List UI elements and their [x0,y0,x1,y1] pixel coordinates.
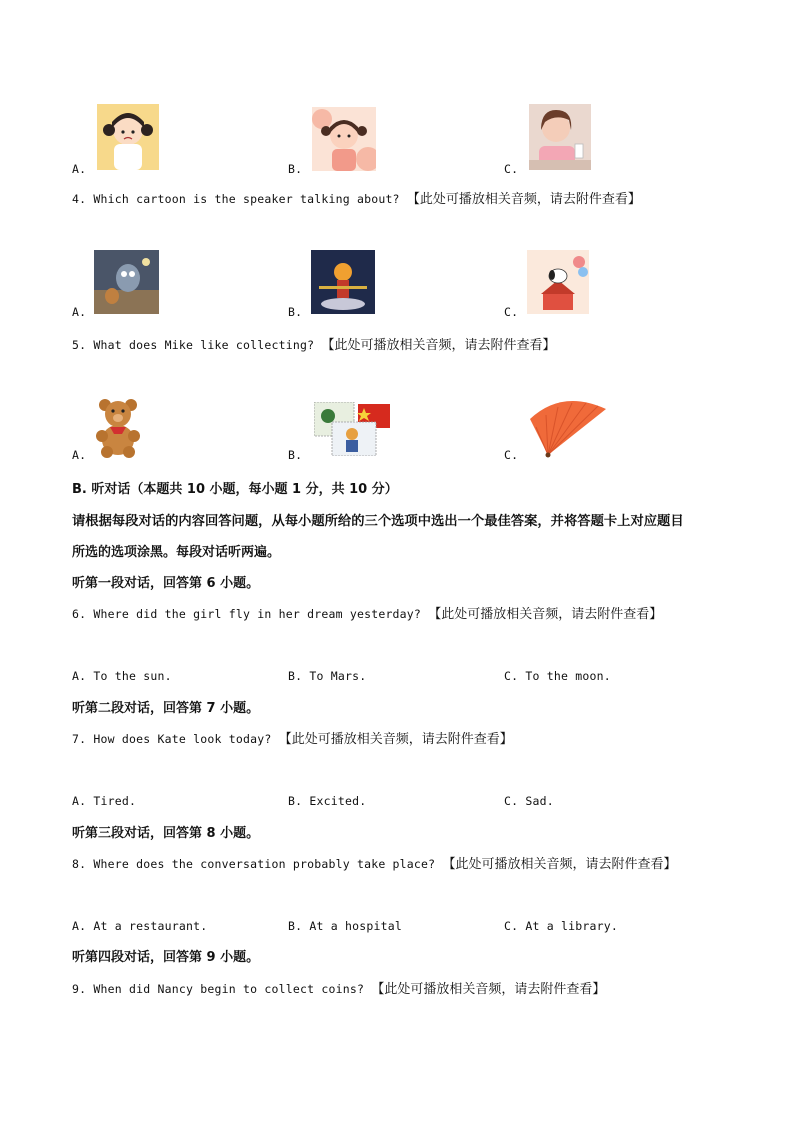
q8-option-b[interactable]: B. At a hospital [288,919,402,933]
q5-option-c-label[interactable]: C. [504,448,519,462]
q3-option-a-label[interactable]: A. [72,162,87,176]
q8-question-text: 8. Where does the conversation probably take place? [72,857,436,871]
q9-question [72,978,605,997]
q4-image-a-cat-and-mouse-cartoon [94,250,159,314]
q5-question-text: 5. What does Mike like collecting? [72,338,315,352]
q9-question-text: 9. When did Nancy begin to collect coins? [72,982,365,996]
q5-option-a-label[interactable]: A. [72,448,87,462]
q4-option-a-label[interactable]: A. [72,305,87,319]
q5-audio-note: 【此处可播放相关音频，请去附件查看】 [321,338,556,353]
q8-question [72,853,677,872]
q4-image-c-snoopy-cartoon [527,250,589,314]
q4-audio-note: 【此处可播放相关音频，请去附件查看】 [406,192,641,207]
q6-question [72,603,662,622]
section-b-heading: B. 听对话（本题共 10 小题，每小题 1 分，共 10 分） [72,482,398,497]
dialogue-3-heading: 听第三段对话，回答第 8 小题。 [72,826,260,841]
dialogue-1-heading: 听第一段对话，回答第 6 小题。 [72,576,260,591]
q8-option-c[interactable]: C. At a library. [504,919,618,933]
q9-audio-note: 【此处可播放相关音频，请去附件查看】 [371,982,606,997]
q4-question-text: 4. Which cartoon is the speaker talking about? [72,192,400,206]
q5-image-a-teddy-bear [94,396,142,458]
q6-option-b[interactable]: B. To Mars. [288,669,367,683]
q6-option-c[interactable]: C. To the moon. [504,669,611,683]
q4-option-c-label[interactable]: C. [504,305,519,319]
q5-question [72,334,555,353]
q3-option-c-label[interactable]: C. [504,162,519,176]
q7-audio-note: 【此处可播放相关音频，请去附件查看】 [278,732,513,747]
q6-audio-note: 【此处可播放相关音频，请去附件查看】 [428,607,663,622]
section-b-instruction-line-2: 所选的选项涂黑。每段对话听两遍。 [72,545,281,560]
q8-audio-note: 【此处可播放相关音频，请去附件查看】 [442,857,677,872]
q3-option-b-label[interactable]: B. [288,162,303,176]
q5-image-c-folding-fan [526,397,610,459]
q3-image-b-sick-girl [312,107,376,171]
q3-image-c-girl-with-drink [529,104,591,170]
q3-image-a-crying-girl [97,104,159,170]
q5-image-b-stamps [314,402,392,456]
q6-question-text: 6. Where did the girl fly in her dream yesterday? [72,607,422,621]
q7-option-a[interactable]: A. Tired. [72,794,137,808]
q8-option-a[interactable]: A. At a restaurant. [72,919,208,933]
dialogue-4-heading: 听第四段对话，回答第 9 小题。 [72,950,260,965]
q4-option-b-label[interactable]: B. [288,305,303,319]
q6-option-a[interactable]: A. To the sun. [72,669,172,683]
q7-question [72,728,513,747]
section-b-instruction-line-1: 请根据每段对话的内容回答问题，从每小题所给的三个选项中选出一个最佳答案，并将答题卡上对应题目 [72,514,684,529]
q7-option-c[interactable]: C. Sad. [504,794,554,808]
dialogue-2-heading: 听第二段对话，回答第 7 小题。 [72,701,260,716]
q5-option-b-label[interactable]: B. [288,448,303,462]
q7-question-text: 7. How does Kate look today? [72,732,272,746]
q4-image-b-monkey-king-cartoon [311,250,375,314]
q7-option-b[interactable]: B. Excited. [288,794,367,808]
q4-question [72,188,641,207]
